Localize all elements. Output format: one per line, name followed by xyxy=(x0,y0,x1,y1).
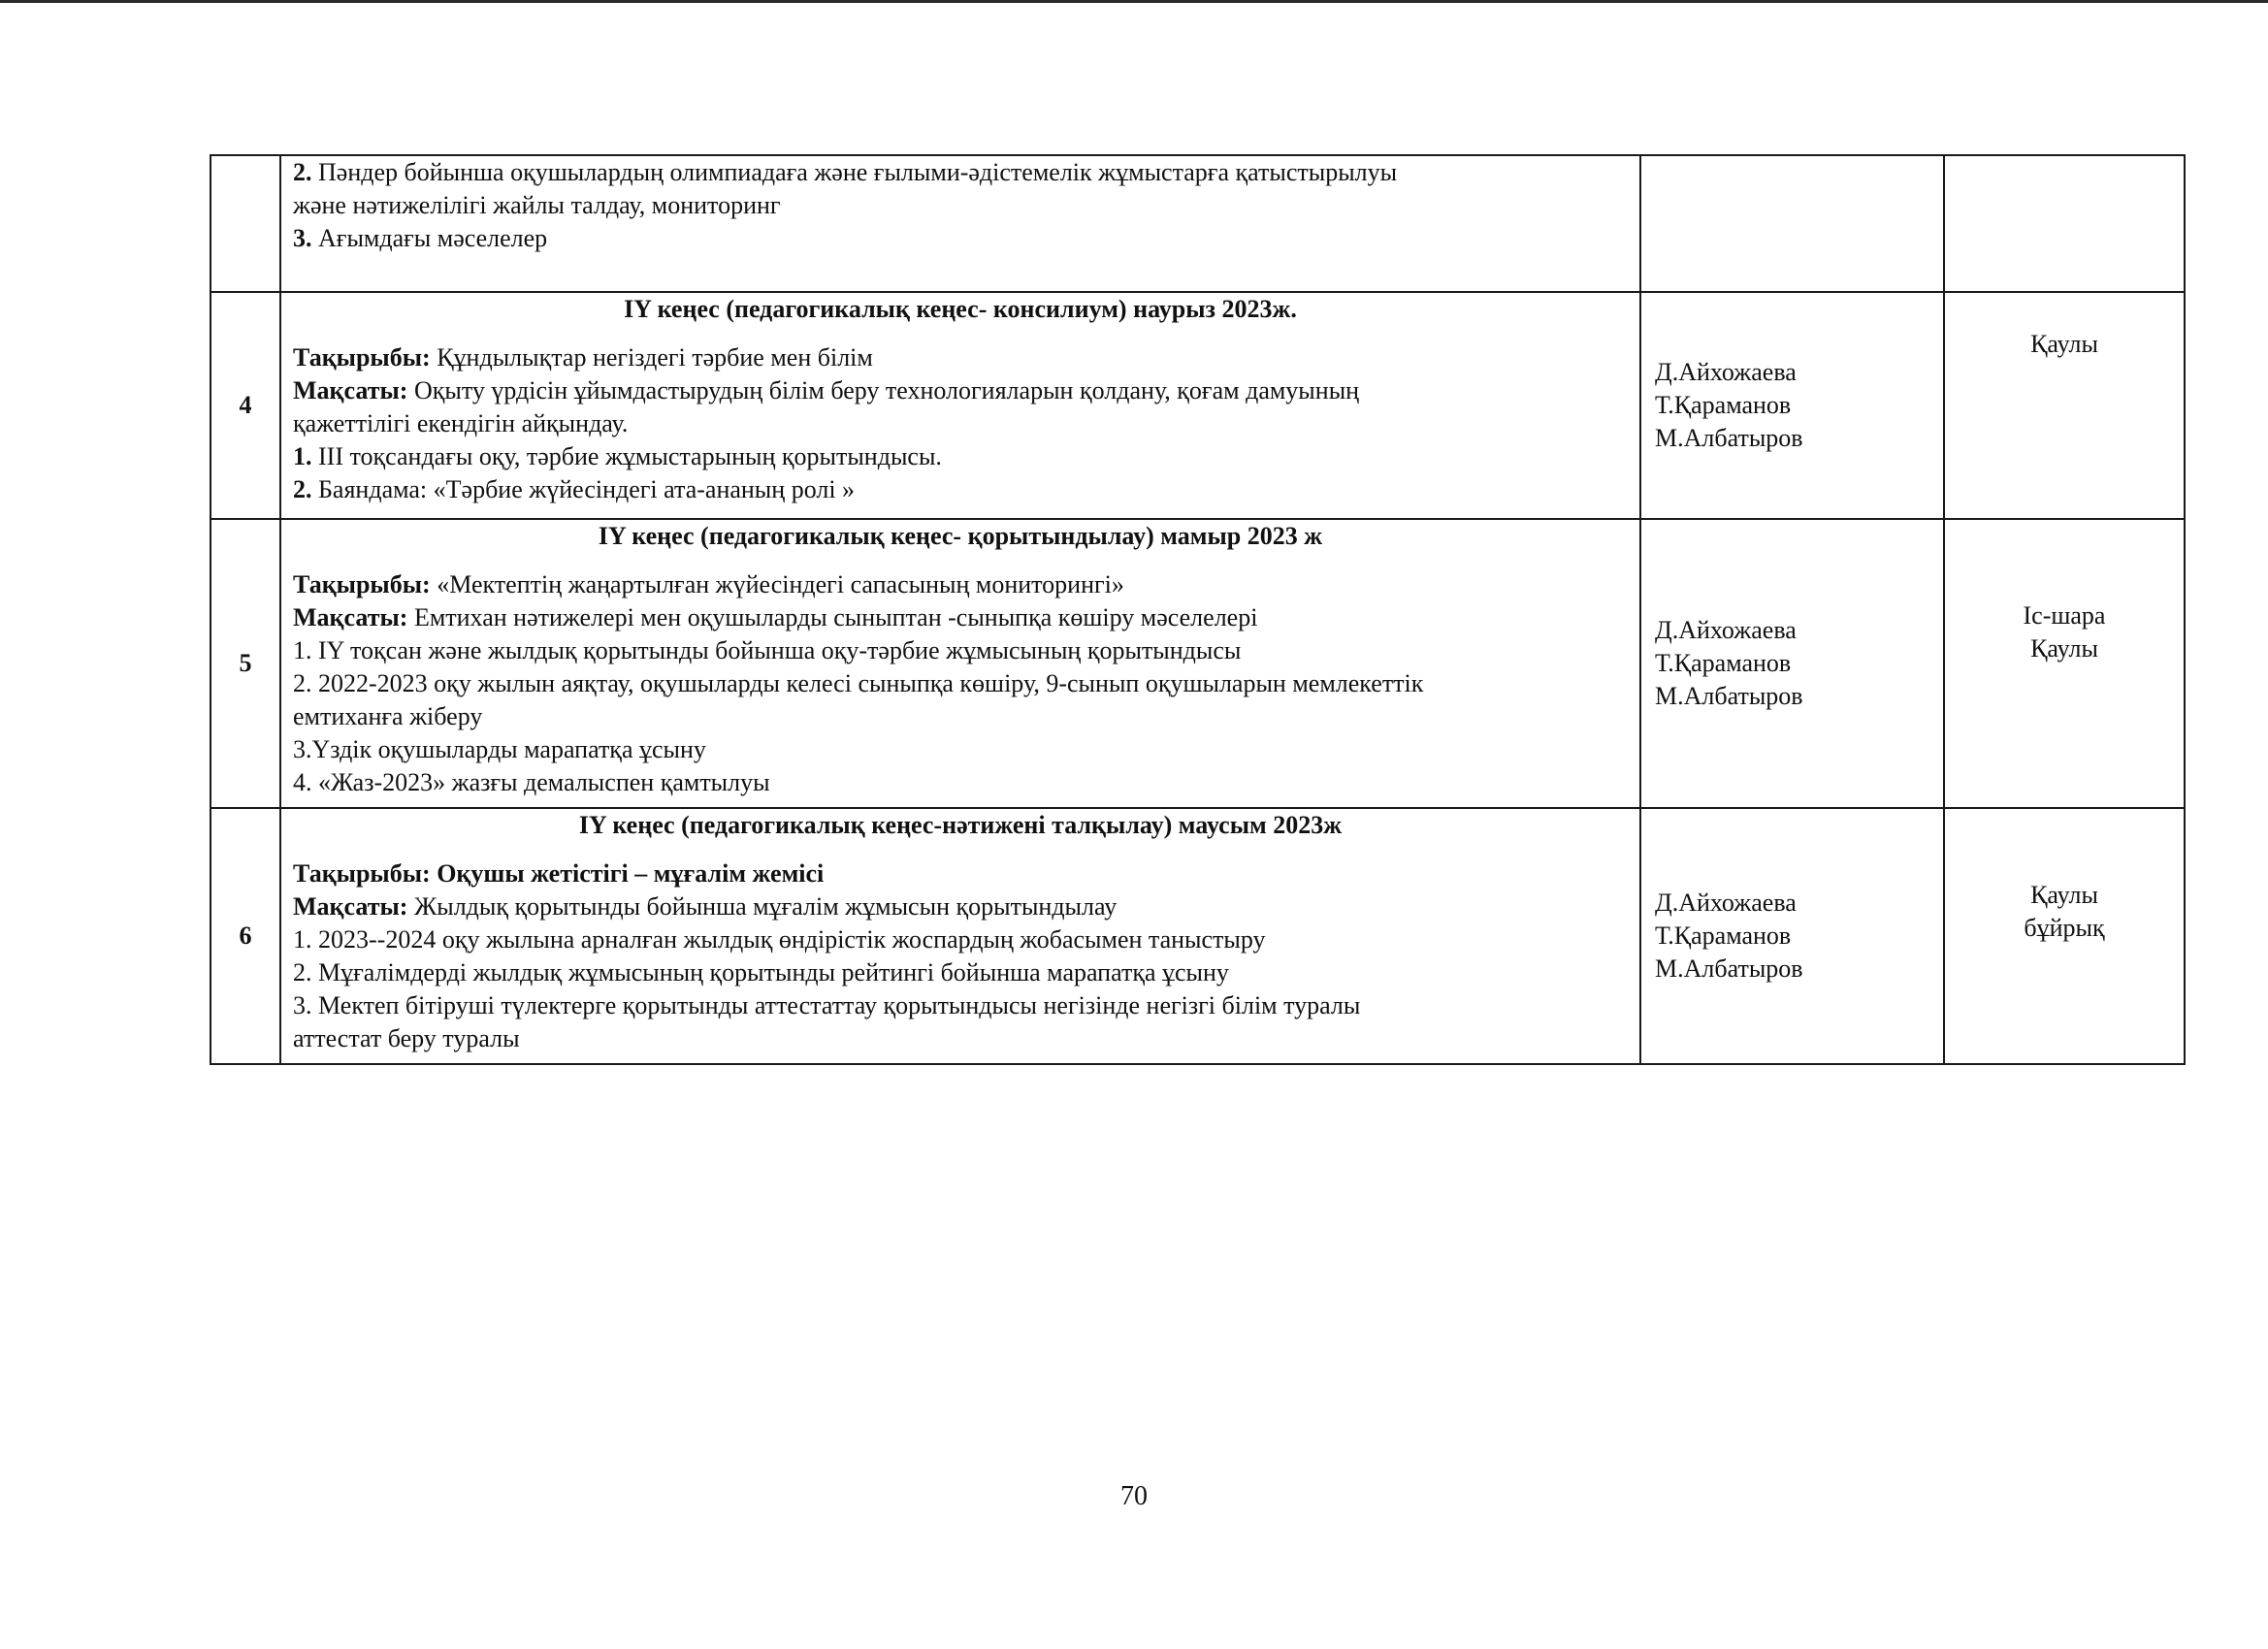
goal-line: Мақсаты: Емтихан нәтижелері мен оқушыларды сыныптан -сыныпқа көшіру мәселелері xyxy=(293,603,1258,631)
council-title: IY кеңес (педагогикалық кеңес-нәтижені талқылау) маусым 2023ж xyxy=(578,811,1343,839)
table-row xyxy=(211,808,2185,1064)
responsible-cell xyxy=(1640,292,1944,519)
row-content-cell xyxy=(280,519,1640,808)
row-content-cell xyxy=(280,292,1640,519)
goal-line: Мақсаты: Жылдық қорытынды бойынша мұғалім жұмысын қорытындылау xyxy=(293,892,1118,921)
agenda-item: 3. Мектеп бітіруші түлектерге қорытынды аттестаттау қорытындысы негізінде негізгі білім туралы xyxy=(293,991,1361,1019)
responsible-cell xyxy=(1640,155,1944,292)
council-title: IY кеңес (педагогикалық кеңес- қорытындылау) мамыр 2023 ж xyxy=(598,522,1323,550)
table-row xyxy=(211,292,2185,519)
topic-line: Тақырыбы: Құндылықтар негіздегі тәрбие мен білім xyxy=(293,343,873,372)
row-number-cell: 4 xyxy=(211,292,280,519)
agenda-item: 3. Ағымдағы мәселелер xyxy=(293,224,548,252)
form-cell xyxy=(1944,155,2185,292)
responsible-cell xyxy=(1640,808,1944,1064)
responsible-cell xyxy=(1640,519,1944,808)
responsible-person: Т.Қараманов xyxy=(1655,391,1792,419)
agenda-item: 1. IY тоқсан және жылдық қорытынды бойынша оқу-тәрбие жұмысының қорытындысы xyxy=(293,636,1242,664)
form-type: Қаулы xyxy=(2030,330,2098,358)
responsible-person: Т.Қараманов xyxy=(1655,922,1792,950)
agenda-item: 1. 2023--2024 оқу жылына арналған жылдық өндірістік жоспардың жобасымен таныстыру xyxy=(293,925,1266,954)
form-type: Қаулы xyxy=(2030,881,2098,909)
agenda-item: 2. 2022-2023 оқу жылын аяқтау, оқушыларды келесі сыныпқа көшіру, 9-сынып оқушыларын мемлекеттік xyxy=(293,669,1424,697)
row-content-cell xyxy=(280,155,1640,292)
row-number-cell xyxy=(211,155,280,292)
responsible-person: М.Албатыров xyxy=(1655,954,1803,983)
responsible-person: М.Албатыров xyxy=(1655,682,1803,710)
table-row xyxy=(211,519,2185,808)
form-cell xyxy=(1944,292,2185,519)
topic-line: Тақырыбы: Оқушы жетістігі – мұғалім жемісі xyxy=(293,859,825,888)
goal-line-continuation: қажеттілігі екендігін айқындау. xyxy=(293,409,629,437)
form-cell xyxy=(1944,808,2185,1064)
goal-line: Мақсаты: Оқыту үрдісін ұйымдастырудың білім беру технологияларын қолдану, қоғам дамуының xyxy=(293,376,1360,404)
agenda-item: 2. Баяндама: «Тәрбие жүйесіндегі ата-ананың ролі » xyxy=(293,475,856,503)
responsible-person: Д.Айхожаева xyxy=(1655,616,1797,644)
council-plan-table xyxy=(210,154,2186,1065)
agenda-item-continuation: және нәтижелілігі жайлы талдау, мониторинг xyxy=(293,191,781,219)
row-number-cell: 6 xyxy=(211,808,280,1064)
agenda-item-continuation: емтиханға жіберу xyxy=(293,702,483,730)
agenda-item: 4. «Жаз-2023» жазғы демалыспен қамтылуы xyxy=(293,768,770,796)
form-type: Іс-шара xyxy=(2023,601,2106,630)
form-type: бұйрық xyxy=(2024,914,2105,942)
agenda-item: 3.Үздік оқушыларды марапатқа ұсыну xyxy=(293,735,706,763)
page-number: 70 xyxy=(1120,1481,1148,1511)
scan-top-border xyxy=(0,0,2268,3)
agenda-item: 2. Пәндер бойынша оқушылардың олимпиадаға және ғылыми-әдістемелік жұмыстарға қатыстырылуы xyxy=(293,158,1398,186)
council-title: IY кеңес (педагогикалық кеңес- консилиум) наурыз 2023ж. xyxy=(624,295,1297,323)
form-type: Қаулы xyxy=(2030,634,2098,663)
responsible-person: Т.Қараманов xyxy=(1655,649,1792,677)
agenda-item-continuation: аттестат беру туралы xyxy=(293,1024,520,1052)
table-row xyxy=(211,155,2185,292)
responsible-person: Д.Айхожаева xyxy=(1655,358,1797,386)
responsible-person: М.Албатыров xyxy=(1655,424,1803,452)
row-number-cell: 5 xyxy=(211,519,280,808)
agenda-item: 1. III тоқсандағы оқу, тәрбие жұмыстарының қорытындысы. xyxy=(293,442,942,470)
topic-line: Тақырыбы: «Мектептің жаңартылған жүйесіндегі сапасының мониторингі» xyxy=(293,570,1124,598)
form-cell xyxy=(1944,519,2185,808)
row-content-cell xyxy=(280,808,1640,1064)
responsible-person: Д.Айхожаева xyxy=(1655,889,1797,917)
agenda-item: 2. Мұғалімдерді жылдық жұмысының қорытынды рейтингі бойынша марапатқа ұсыну xyxy=(293,958,1229,986)
